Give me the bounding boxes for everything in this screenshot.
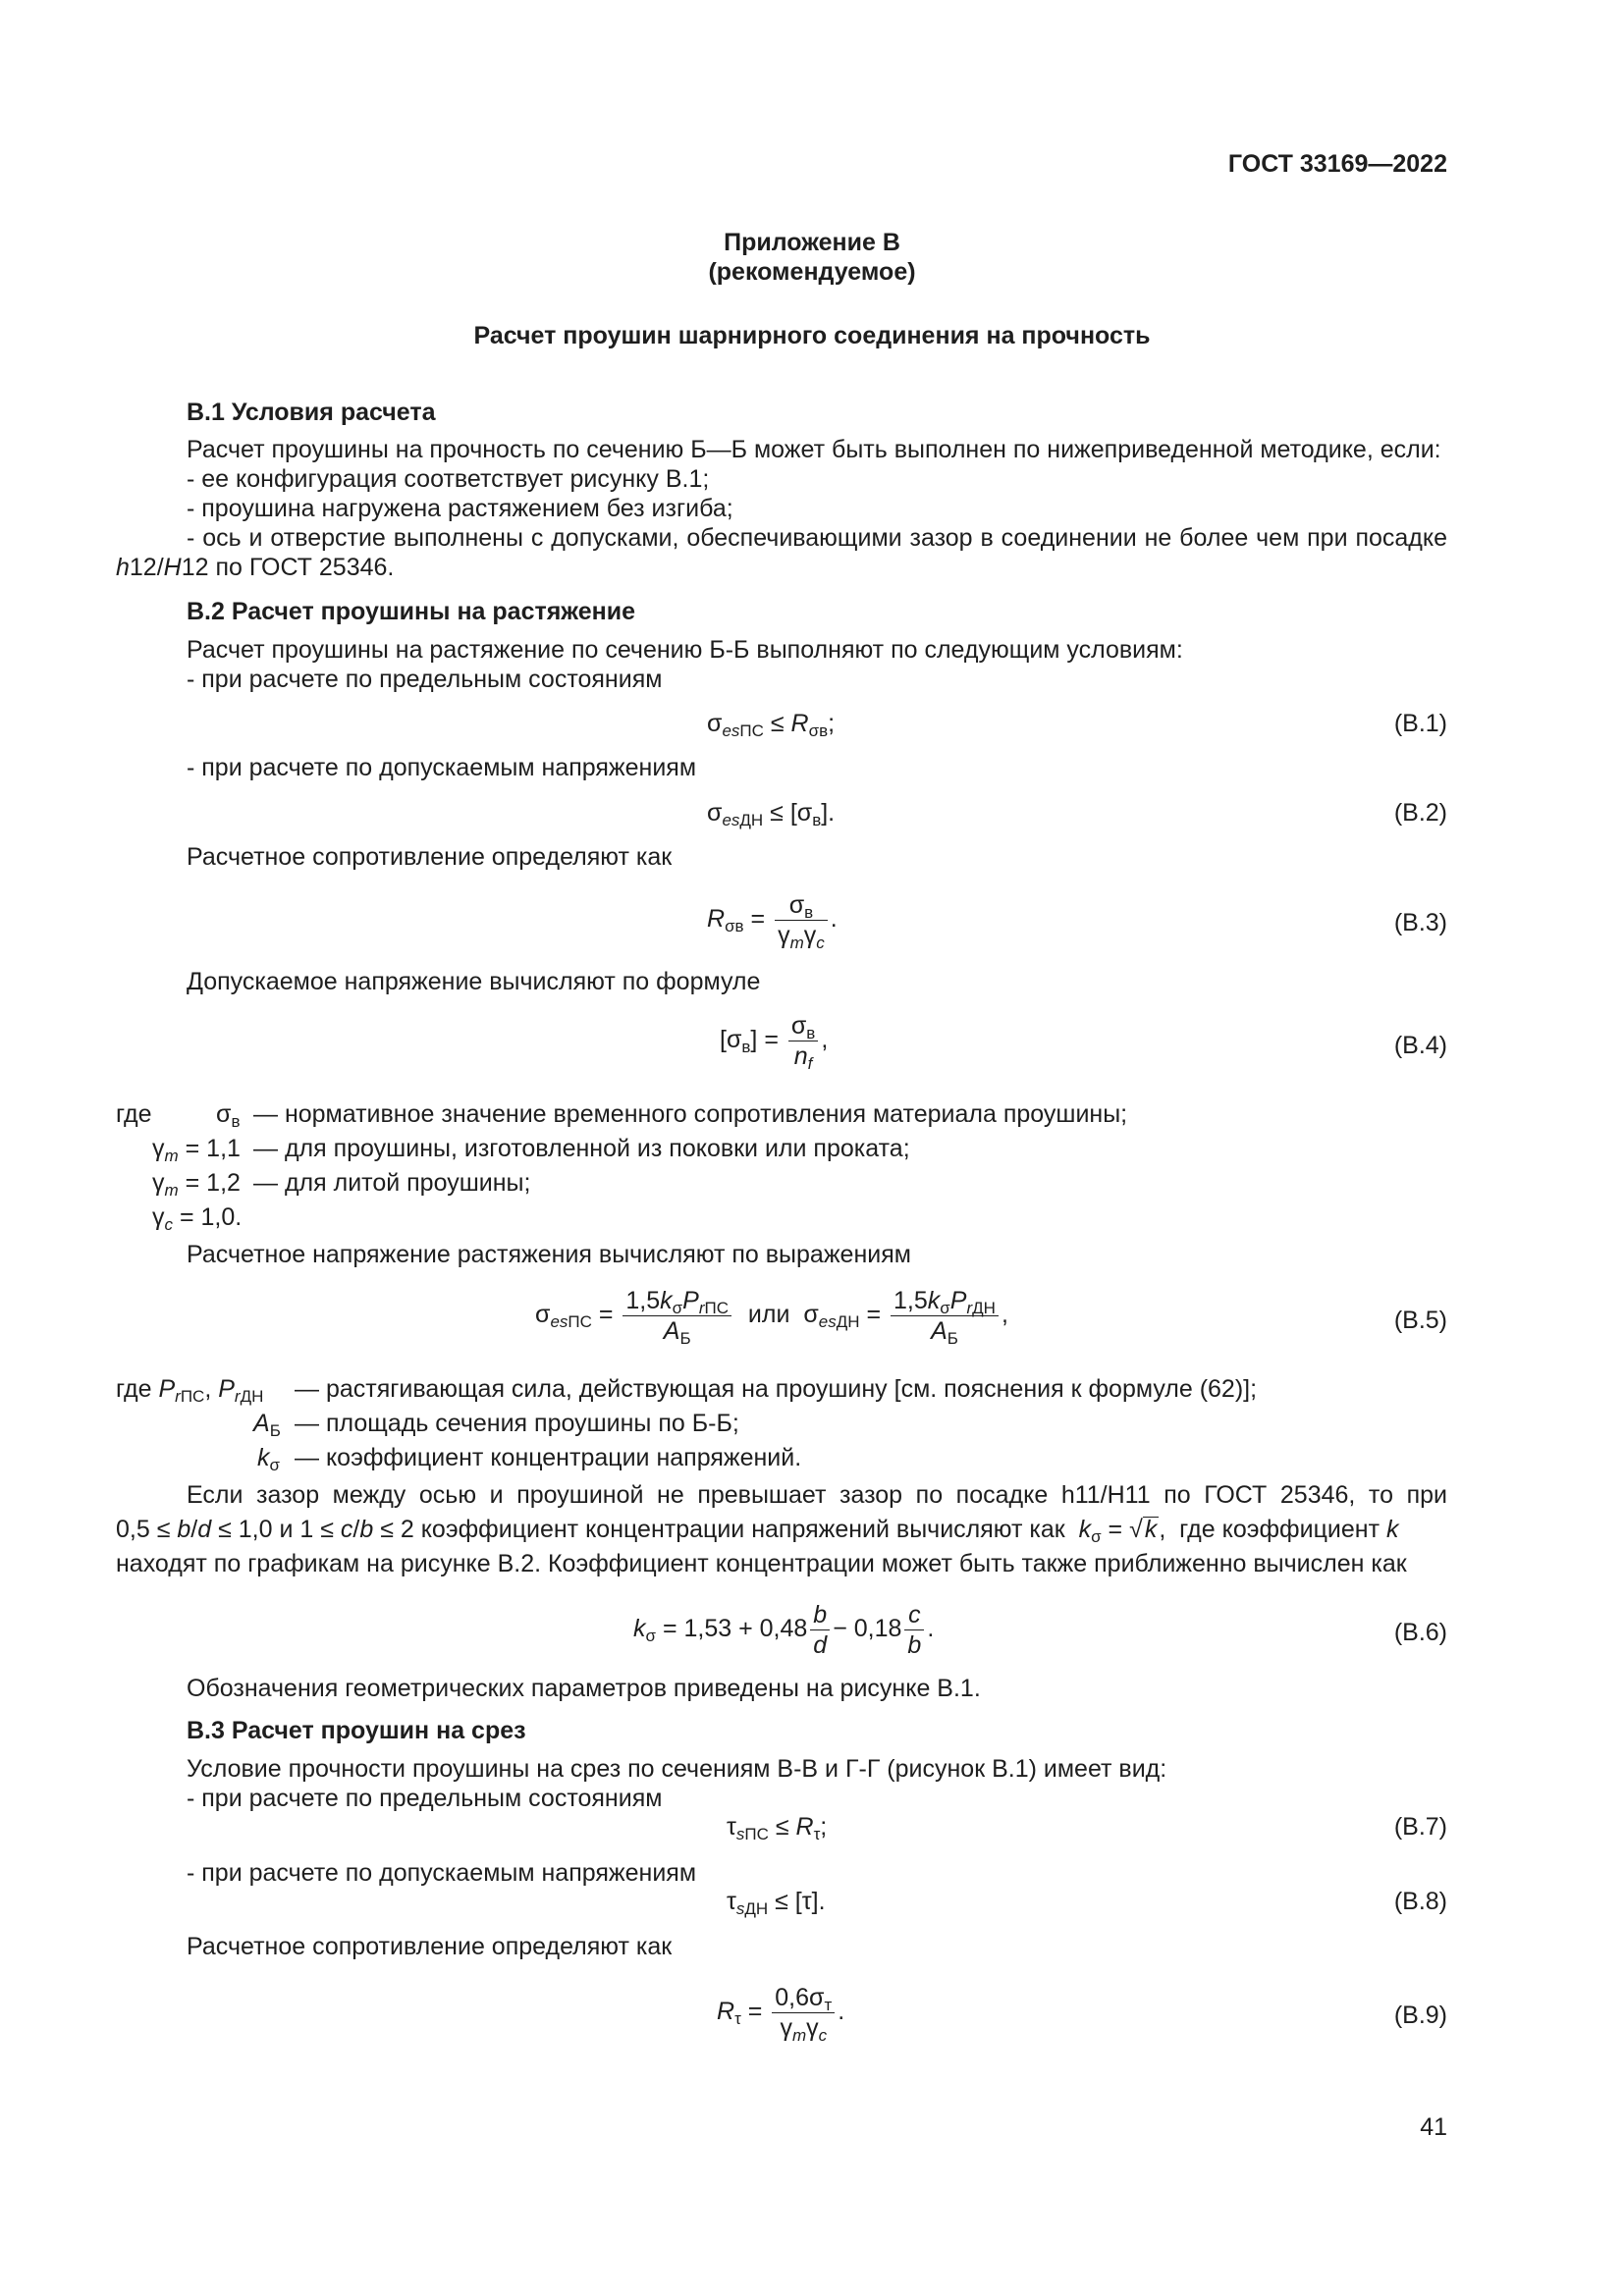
symbol: $\sigma_в$: [216, 1100, 241, 1131]
symbol: $\gamma_m = 1,2$: [152, 1169, 241, 1200]
section-b2-heading: В.2 Расчет проушины на растяжение: [187, 598, 635, 625]
definition: — растягивающая сила, действующая на проушину [см. пояснения к формуле (62)];: [295, 1375, 1258, 1403]
list-item: - проушина нагружена растяжением без изгиба;: [187, 495, 733, 522]
appendix-title: Приложение В: [724, 229, 900, 256]
definition: — для проушины, изготовленной из поковки или проката;: [253, 1135, 910, 1162]
list-item-continuation: h12/H12 по ГОСТ 25346.: [116, 554, 395, 581]
paragraph: - при расчете по предельным состояниям: [187, 666, 663, 693]
list-item: - ось и отверстие выполнены с допусками, обеспечивающими зазор в соединении не более чем при посадке: [187, 524, 1447, 552]
section-b3-heading: В.3 Расчет проушин на срез: [187, 1717, 526, 1744]
formula-b2: $\sigma_{esДН} \le [\sigma_в]$.: [707, 799, 836, 829]
equation-number: (В.6): [1393, 1619, 1447, 1646]
formula-b7: $\tau_{sПС} \le R_\tau$;: [727, 1813, 828, 1843]
paragraph: Расчет проушины на растяжение по сечению Б-Б выполняют по следующим условиям:: [187, 636, 1183, 664]
definition: — площадь сечения проушины по Б-Б;: [295, 1410, 739, 1437]
equation-number: (В.2): [1393, 799, 1447, 827]
paragraph: Если зазор между осью и проушиной не превышает зазор по посадке h11/H11 по ГОСТ 25346, то при: [187, 1481, 1447, 1509]
paragraph: Расчетное сопротивление определяют как: [187, 843, 673, 871]
paragraph: находят по графикам на рисунке В.2. Коэффициент концентрации может быть также приближенно вычислен как: [116, 1550, 1407, 1577]
formula-b6: $k_\sigma = 1,53 + 0,48$ $\frac{b}{d}$ − 0,18 $\frac{c}{b}$ .: [633, 1601, 935, 1659]
symbol: $\gamma_m = 1,1$: [152, 1135, 241, 1165]
document-code: ГОСТ 33169—2022: [1227, 150, 1447, 178]
where-label: где: [116, 1100, 152, 1128]
equation-number: (В.8): [1393, 1888, 1447, 1915]
definition: — для литой проушины;: [253, 1169, 531, 1197]
appendix-subtitle: (рекомендуемое): [708, 258, 916, 286]
paragraph: 0,5 ≤ b/d ≤ 1,0 и 1 ≤ c/b ≤ 2 коэффициент концентрации напряжений вычисляют как $k_\sigma = √k$, где коэффициент k: [116, 1516, 1399, 1546]
equation-number: (В.9): [1393, 2002, 1447, 2029]
symbol: $A_Б$: [253, 1410, 281, 1440]
paragraph: Расчет проушины на прочность по сечению Б—Б может быть выполнен по нижеприведенной методике, если:: [187, 436, 1441, 463]
formula-b5: $\sigma_{esПС}$ = $\frac{1,5k_\sigma P_{rПС}}{A_Б}$ или $\sigma_{esДН}$ = $\frac{1,5k_\sigma P_{rДН}}{A_Б}$ ,: [535, 1287, 1008, 1348]
formula-b4: $[\sigma_в]$ = $\frac{\sigma_в}{n_f}$ ,: [720, 1012, 829, 1073]
section-b1-heading: В.1 Условия расчета: [187, 399, 436, 426]
definition: — нормативное значение временного сопротивления материала проушины;: [253, 1100, 1128, 1128]
equation-number: (В.4): [1393, 1032, 1447, 1059]
paragraph: Расчетное напряжение растяжения вычисляют по выражениям: [187, 1241, 911, 1268]
equation-number: (В.5): [1393, 1307, 1447, 1334]
paragraph: - при расчете по допускаемым напряжениям: [187, 1859, 697, 1887]
formula-b9: $R_\tau$ = $\frac{0,6\sigma_т}{\gamma_m\gamma_c}$ .: [717, 1984, 845, 2045]
list-item: - ее конфигурация соответствует рисунку В.1;: [187, 465, 710, 493]
equation-number: (В.1): [1393, 710, 1447, 737]
appendix-heading: Расчет проушин шарнирного соединения на прочность: [473, 322, 1151, 349]
formula-b8: $\tau_{sДН} \le [\tau]$.: [727, 1888, 826, 1918]
page-number: 41: [1420, 2113, 1447, 2141]
equation-number: (В.7): [1393, 1813, 1447, 1841]
paragraph: Условие прочности проушины на срез по сечениям В-В и Г-Г (рисунок В.1) имеет вид:: [187, 1755, 1167, 1783]
formula-b3: $R_{\sigma в}$ = $\frac{\sigma_в}{\gamma_m\gamma_c}$ .: [707, 891, 838, 952]
formula-b1: $\sigma_{esПС} \le R_{\sigma в}$;: [707, 710, 836, 740]
paragraph: Расчетное сопротивление определяют как: [187, 1933, 673, 1960]
equation-number: (В.3): [1393, 909, 1447, 936]
paragraph: Обозначения геометрических параметров приведены на рисунке В.1.: [187, 1675, 981, 1702]
paragraph: - при расчете по предельным состояниям: [187, 1785, 663, 1812]
where-label: где $P_{rПС}$, $P_{rДН}$: [116, 1375, 264, 1406]
paragraph: - при расчете по допускаемым напряжениям: [187, 754, 697, 781]
symbol: $k_\sigma$: [257, 1444, 280, 1474]
symbol: $\gamma_c = 1,0$.: [152, 1203, 243, 1234]
paragraph: Допускаемое напряжение вычисляют по формуле: [187, 968, 761, 995]
definition: — коэффициент концентрации напряжений.: [295, 1444, 802, 1471]
